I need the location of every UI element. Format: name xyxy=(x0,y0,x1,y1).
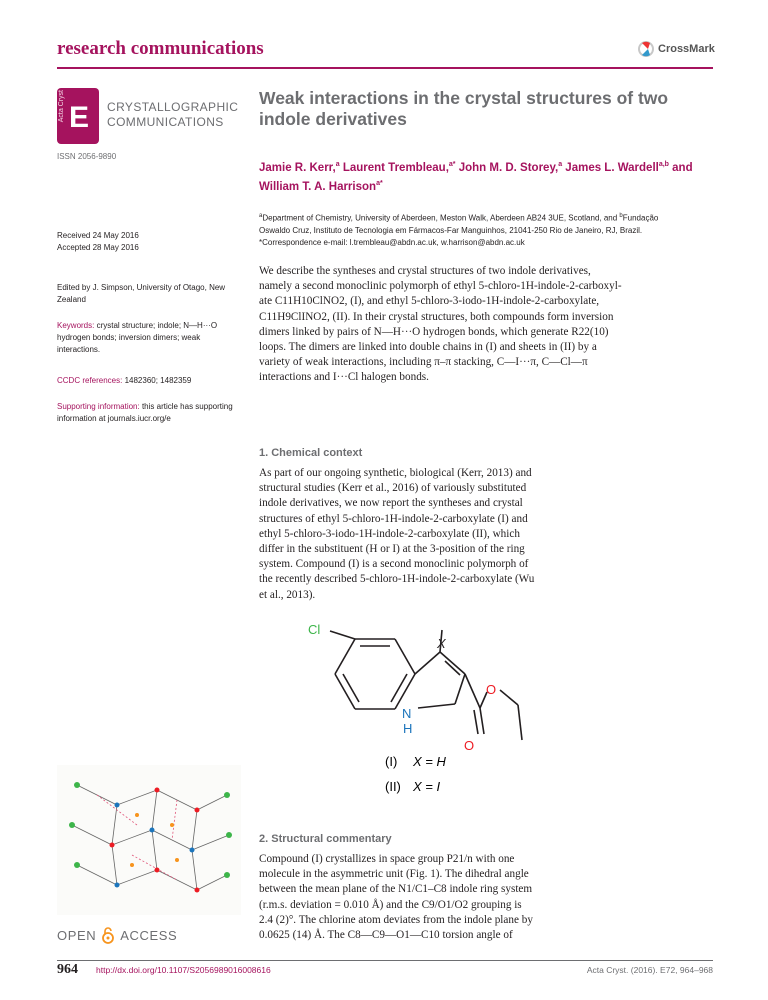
body-line: between the mean plane of the N1/C1–C8 indole ring system xyxy=(259,883,533,896)
abstract-line: namely a second monoclinic polymorph of ethyl 5-chloro-1H-indole-2-carboxyl- xyxy=(259,280,622,293)
editor-note: Edited by J. Simpson, University of Otago, New Zealand xyxy=(57,283,226,304)
body-line: et al., 2013). xyxy=(259,588,316,601)
abstract-line: interactions and I···Cl halogen bonds. xyxy=(259,371,429,384)
abstract xyxy=(259,264,667,386)
crossmark-label: CrossMark xyxy=(658,43,715,55)
affil-sup: a* xyxy=(376,179,383,187)
received-dates xyxy=(57,230,237,254)
affil-line2: Oswaldo Cruz, Instituto de Tecnologia em Fármacos-Far Manguinhos, 21041-250 Rio de Janeiro, RJ, Brazil. xyxy=(259,225,643,235)
compound-def-i: X = H xyxy=(413,754,446,769)
supp-text[interactable]: this article has supporting information at journals.iucr.org/e xyxy=(57,402,233,423)
keywords-text: crystal structure; indole; N—H···O hydrogen bonds; inversion dimers; weak interactions. xyxy=(57,321,218,354)
section-heading-chemical-context: 1. Chemical context xyxy=(259,447,363,459)
article-title xyxy=(259,88,719,130)
body-line: molecule in the asymmetric unit (Fig. 1). The dihedral angle xyxy=(259,868,529,881)
body-line: As part of our ongoing synthetic, biological (Kerr, 2013) and xyxy=(259,467,532,479)
compound-def-ii: X = I xyxy=(413,779,441,794)
authors xyxy=(259,157,729,195)
affil-fiocruz: Fundação xyxy=(622,213,659,223)
body-line: structural studies (Kerr et al., 2016) of variously substituted xyxy=(259,482,527,495)
affil-sup: a xyxy=(259,213,263,219)
packing-figure-thumbnail[interactable] xyxy=(57,765,241,915)
open-access-text-access: ACCESS xyxy=(120,927,178,943)
affil-sup: a xyxy=(558,161,563,168)
abstract-line: C11H9ClINO2, (II). In their crystal structures, both compounds form inversion xyxy=(259,310,614,323)
author-storey[interactable]: John M. D. Storey, xyxy=(455,161,559,174)
body-line: 0.0625 (14) Å. The C8—C9—O1—C10 torsion angle of xyxy=(259,929,513,942)
atom-x: X xyxy=(437,636,446,651)
open-access-badge[interactable] xyxy=(57,926,177,944)
supporting-info xyxy=(57,401,237,425)
abstract-line: loops. The dimers are linked into double chains in (I) and sheets in (II) by a xyxy=(259,341,597,354)
abstract-line: ate C11H10ClNO2, (I), and ethyl 5-chloro-3-iodo-1H-indole-2-carboxylate, xyxy=(259,295,600,308)
correspondence-email[interactable]: *Correspondence e-mail: l.trembleau@abdn.ac.uk, w.harrison@abdn.ac.uk xyxy=(259,237,525,247)
section-heading-structural-commentary: 2. Structural commentary xyxy=(259,833,392,845)
journal-name-line2: COMMUNICATIONS xyxy=(107,115,224,129)
author-kerr[interactable]: Jamie R. Kerr, xyxy=(259,161,336,174)
affil-sup: a* xyxy=(448,161,456,168)
supp-label: Supporting information: xyxy=(57,402,140,411)
accepted-date: Accepted 28 May 2016 xyxy=(57,243,139,252)
logo-tag: Acta Cryst xyxy=(58,90,65,123)
body-line: differ in the substituent (H or I) at the 3-position of the ring xyxy=(259,543,525,556)
section1-body xyxy=(259,466,579,603)
title-line1: Weak interactions in the crystal structures of two xyxy=(259,88,669,108)
atom-o-ester: O xyxy=(486,682,497,697)
affil-sup: a xyxy=(335,161,340,168)
journal-name xyxy=(107,100,238,130)
author-wardell[interactable]: James L. Wardell xyxy=(562,161,659,174)
crossmark-icon xyxy=(638,40,654,58)
body-line: ethyl 5-chloro-3-iodo-1H-indole-2-carboxylate (II), which xyxy=(259,527,520,540)
body-line: indole derivatives, we now report the syntheses and crystal xyxy=(259,497,523,510)
chemical-scheme xyxy=(300,612,560,812)
affil-aberdeen: Department of Chemistry, University of Aberdeen, Meston Walk, Aberdeen AB24 3UE, Scotland, and xyxy=(262,213,620,223)
ccdc-refs xyxy=(57,375,237,387)
author-and: and xyxy=(668,161,693,174)
body-line: Compound (I) crystallizes in space group P21/n with one xyxy=(259,853,515,865)
ccdc-values: 1482360; 1482359 xyxy=(122,376,192,385)
abstract-line: variety of weak interactions, including π–π stacking, C—I···π, C—Cl—π xyxy=(259,356,588,369)
logo-letter: E xyxy=(69,101,90,134)
compound-label-i: (I) xyxy=(385,754,398,769)
doi-link[interactable]: http://dx.doi.org/10.1107/S2056989016008616 xyxy=(96,965,271,975)
journal-logo xyxy=(57,88,99,144)
section-header: research communications xyxy=(57,38,264,59)
keywords xyxy=(57,320,242,356)
ccdc-label: CCDC references: xyxy=(57,376,123,385)
compound-label-ii: (II) xyxy=(385,779,401,794)
affiliations: $^a$Department of Chemistry, University of Aberdeen, Meston Walk, Aberdeen AB24 3UE, Scotland, and $^b$Fundação Oswaldo Cruz, Instituto de Tecnologia em Fármacos-Far Manguinhos, 21041-250 Rio de Janeiro, RJ, Brazil. *Correspondence e-mail: l.trembleau@abdn.ac.uk, w.harrison@abdn.ac.uk xyxy=(259,210,729,249)
atom-cl: Cl xyxy=(308,622,321,637)
header-rule xyxy=(57,67,713,69)
abstract-line: We describe the syntheses and crystal structures of two indole derivatives, xyxy=(259,265,591,277)
journal-name-line1: CRYSTALLOGRAPHIC xyxy=(107,100,239,114)
atom-n: N xyxy=(402,706,412,721)
author-harrison[interactable]: William T. A. Harrison xyxy=(259,180,377,193)
open-access-text-open: OPEN xyxy=(57,927,97,943)
affil-sup: a,b xyxy=(658,161,669,168)
body-line: system. Compound (I) is a second monoclinic polymorph of xyxy=(259,558,529,571)
title-line2: indole derivatives xyxy=(259,109,407,129)
atom-o-carbonyl: O xyxy=(464,738,475,753)
abstract-line: dimers linked by pairs of N—H···O hydrogen bonds, which generate R22(10) xyxy=(259,325,609,338)
open-access-lock-icon xyxy=(102,926,114,944)
body-line: structures of ethyl 5-chloro-1H-indole-2-carboxylate (I) and xyxy=(259,512,528,525)
footer-rule xyxy=(57,960,713,961)
issn: ISSN 2056-9890 xyxy=(57,152,117,161)
body-line: 2.4 (2)°. The chlorine atom deviates from the indole plane by xyxy=(259,913,533,926)
keywords-label: Keywords: xyxy=(57,321,95,330)
section2-body xyxy=(259,852,579,943)
page-number: 964 xyxy=(57,962,78,977)
body-line: (r.m.s. deviation = 0.010 Å) and the C9/O1/O2 grouping is xyxy=(259,898,522,911)
atom-h: H xyxy=(403,721,413,736)
received-date: Received 24 May 2016 xyxy=(57,231,139,240)
body-line: the recently described 5-chloro-1H-indole-2-carboxylate (Wu xyxy=(259,573,535,586)
crossmark-badge[interactable] xyxy=(638,40,715,58)
author-trembleau[interactable]: Laurent Trembleau, xyxy=(339,161,449,174)
journal-citation: Acta Cryst. (2016). E72, 964–968 xyxy=(586,965,713,975)
